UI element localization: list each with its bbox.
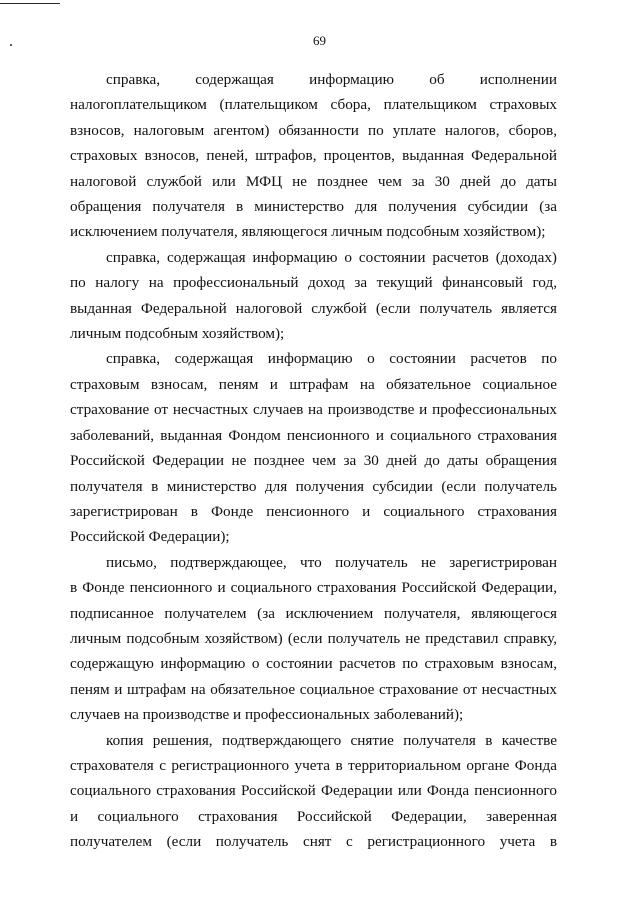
text-line: страховым взносам, пеням и штрафам на обязательное социальное [70,375,557,393]
text-line: получателя в министерство для получения субсидии (если получатель [70,477,557,495]
text-line: взносов, налоговым агентом) обязанности по уплате налогов, сборов, [70,121,557,139]
text-line: в Фонде пенсионного и социального страхования Российской Федерации, [70,579,557,597]
text-line: налоговой службой или МФЦ не позднее чем за 30 дней до даты [70,172,557,190]
text-line: страхование от несчастных случаев на производстве и профессиональных [70,401,557,419]
text-line: социального страхования Российской Федерации или Фонда пенсионного [70,782,557,800]
text-line: случаев на производстве и профессиональных заболеваний); [70,706,464,724]
text-line: обращения получателя в министерство для получения субсидии (за [70,198,557,216]
text-line: справка, содержащая информацию об исполнении [106,71,557,88]
text-line: личным подсобным хозяйством) (если получатель не представил справку, [70,629,557,647]
text-line: Российской Федерации не позднее чем за 30 дней до даты обращения [70,452,557,470]
text-line: страховых взносов, пеней, штрафов, процентов, выданная Федеральной [70,147,557,165]
text-line: справка, содержащая информацию о состоянии расчетов (доходах) [106,248,557,266]
text-line: по налогу на профессиональный доход за текущий финансовый год, [70,274,557,292]
text-line: Российской Федерации); [70,528,230,546]
text-line: страхователя с регистрационного учета в территориальном органе Фонда [70,756,557,774]
text-line: письмо, подтверждающее, что получатель не зарегистрирован [106,553,557,571]
paragraph [70,550,557,728]
text-line: копия решения, подтверждающего снятие получателя в качестве [106,731,557,749]
text-line: личным подсобным хозяйством); [70,325,285,343]
page-number: 69 [313,33,326,48]
paragraph [70,245,557,347]
paragraph [70,346,557,549]
text-line: налогоплательщиком (плательщиком сбора, плательщиком страховых [70,96,557,114]
text-line: получателем (если получатель снят с регистрационного учета в [70,833,557,851]
text-line: пеням и штрафам на обязательное социальное страхование от несчастных [70,680,557,698]
text-line: и социального страхования Российской Федерации, заверенная [70,807,557,825]
text-line: содержащую информацию о состоянии расчетов по страховым взносам, [70,655,557,673]
paragraph [70,67,557,245]
text-line: заболеваний, выданная Фондом пенсионного и социального страхования [70,426,557,444]
text-line: выданная Федеральной налоговой службой (если получатель является [70,299,557,317]
text-line: зарегистрирован в Фонде пенсионного и социального страхования [70,502,557,520]
text-line: справка, содержащая информацию о состоянии расчетов по [106,350,557,368]
text-line: подписанное получателем (за исключением получателя, являющегося [70,604,557,622]
scan-edge-line [0,3,60,4]
text-line: исключением получателя, являющегося личным подсобным хозяйством); [70,223,546,241]
document-body [70,67,557,855]
paragraph [70,728,557,855]
